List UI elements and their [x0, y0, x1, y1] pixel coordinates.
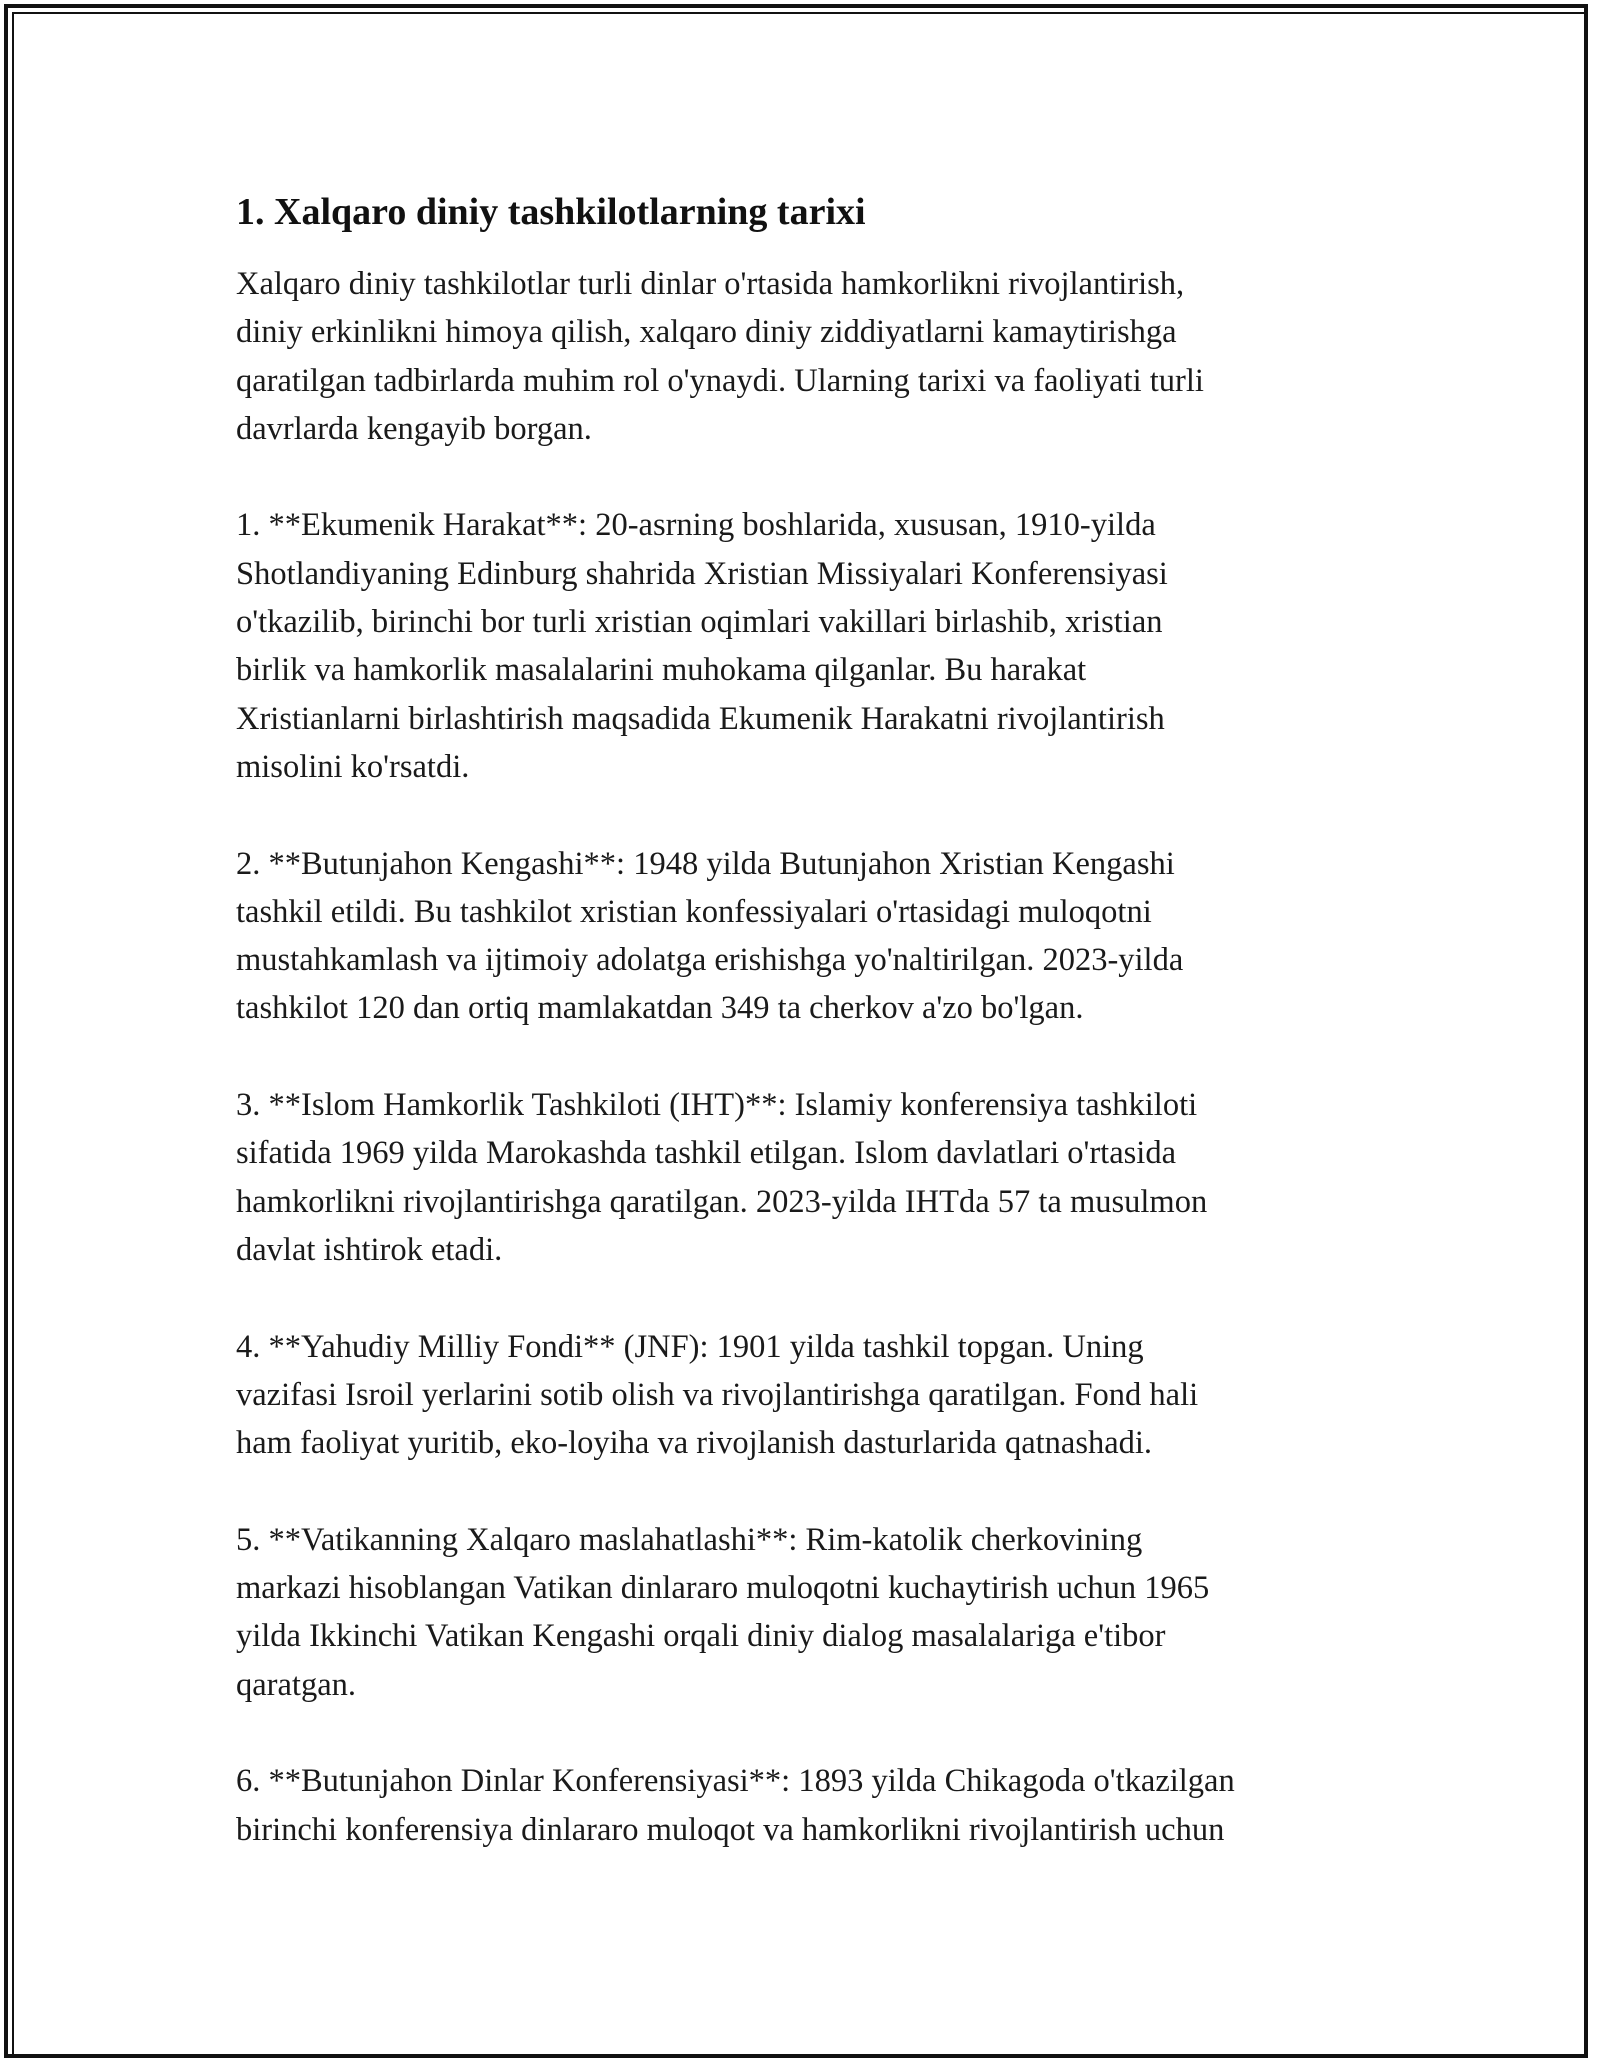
- intro-paragraph: [236, 260, 1386, 453]
- item-butunjahon-kengashi: [236, 840, 1386, 1033]
- text-line: Shotlandiyaning Edinburg shahrida Xristian Missiyalari Konferensiyasi: [236, 555, 1168, 592]
- text-line: misolini ko'rsatdi.: [236, 748, 470, 785]
- text-line: 6. **Butunjahon Dinlar Konferensiyasi**: 1893 yilda Chikagoda o'tkazilgan: [236, 1763, 1235, 1800]
- text-line: qaratilgan tadbirlarda muhim rol o'ynaydi. Ularning tarixi va faoliyati turli: [236, 362, 1204, 399]
- text-line: o'tkazilib, birinchi bor turli xristian oqimlari vakillari birlashib, xristian: [236, 604, 1163, 641]
- item-vatikan: [236, 1516, 1386, 1709]
- text-line: sifatida 1969 yilda Marokashda tashkil etilgan. Islom davlatlari o'rtasida: [236, 1135, 1176, 1172]
- text-line: birinchi konferensiya dinlararo muloqot va hamkorlikni rivojlantirish uchun: [236, 1811, 1225, 1848]
- text-line: davrlarda kengayib borgan.: [236, 410, 592, 447]
- item-yahudiy-milliy-fondi: [236, 1323, 1386, 1468]
- text-line: 4. **Yahudiy Milliy Fondi** (JNF): 1901 yilda tashkil topgan. Uning: [236, 1328, 1144, 1365]
- text-line: 1. **Ekumenik Harakat**: 20-asrning boshlarida, xususan, 1910-yilda: [236, 507, 1156, 544]
- text-line: birlik va hamkorlik masalalarini muhokama qilganlar. Bu harakat: [236, 652, 1087, 689]
- text-line: yilda Ikkinchi Vatikan Kengashi orqali diniy dialog masalalariga e'tibor: [236, 1618, 1166, 1655]
- text-line: 3. **Islom Hamkorlik Tashkiloti (IHT)**: Islamiy konferensiya tashkiloti: [236, 1087, 1198, 1124]
- text-line: tashkil etildi. Bu tashkilot xristian konfessiyalari o'rtasidagi muloqotni: [236, 893, 1152, 930]
- document-body: [236, 184, 1386, 1902]
- item-ekumenik-harakat: [236, 501, 1386, 791]
- text-line: markazi hisoblangan Vatikan dinlararo muloqotni kuchaytirish uchun 1965: [236, 1570, 1210, 1607]
- section-heading: 1. Xalqaro diniy tashkilotlarning tarixi: [236, 191, 866, 233]
- text-line: tashkilot 120 dan ortiq mamlakatdan 349 ta cherkov a'zo bo'lgan.: [236, 990, 1084, 1027]
- text-line: diniy erkinlikni himoya qilish, xalqaro diniy ziddiyatlarni kamaytirishga: [236, 314, 1177, 351]
- item-islom-hamkorlik-tashkiloti: [236, 1081, 1386, 1274]
- text-line: mustahkamlash va ijtimoiy adolatga erishishga yo'naltirilgan. 2023-yilda: [236, 942, 1184, 979]
- text-line: davlat ishtirok etadi.: [236, 1231, 503, 1268]
- text-line: vazifasi Isroil yerlarini sotib olish va rivojlantirishga qaratilgan. Fond hali: [236, 1376, 1199, 1413]
- text-line: ham faoliyat yuritib, eko-loyiha va rivojlanish dasturlarida qatnashadi.: [236, 1425, 1153, 1462]
- item-dinlar-konferensiyasi: [236, 1757, 1386, 1854]
- text-line: Xristianlarni birlashtirish maqsadida Ekumenik Harakatni rivojlantirish: [236, 700, 1165, 737]
- text-line: Xalqaro diniy tashkilotlar turli dinlar o'rtasida hamkorlikni rivojlantirish,: [236, 266, 1185, 302]
- text-line: qaratgan.: [236, 1666, 357, 1703]
- text-line: hamkorlikni rivojlantirishga qaratilgan. 2023-yilda IHTda 57 ta musulmon: [236, 1183, 1208, 1220]
- text-line: 5. **Vatikanning Xalqaro maslahatlashi**: Rim-katolik cherkovining: [236, 1521, 1143, 1558]
- text-line: 2. **Butunjahon Kengashi**: 1948 yilda Butunjahon Xristian Kengashi: [236, 845, 1175, 882]
